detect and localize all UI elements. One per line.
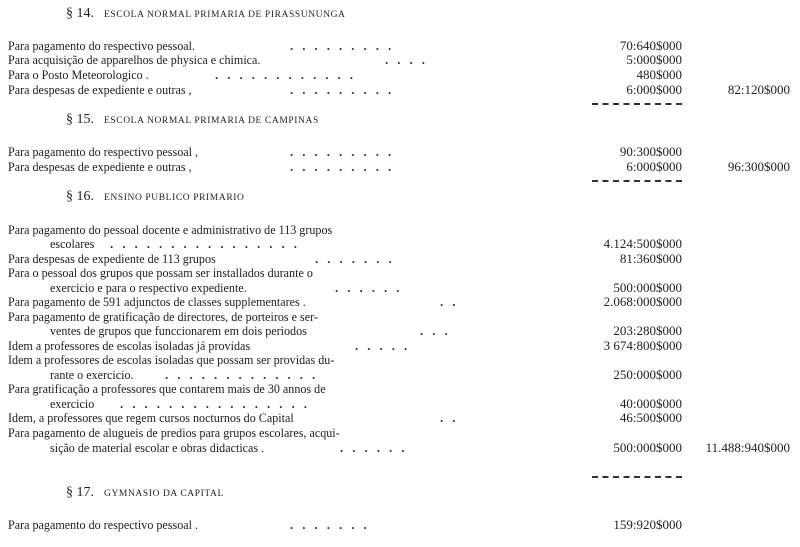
row-amount: 2.068:000$000: [603, 294, 682, 309]
row-amount: 90:300$000: [619, 144, 682, 159]
budget-row: [0, 52, 800, 67]
row-text: Idem, a professores que regem cursos nocturnos do Capital: [8, 410, 294, 425]
budget-row-continuation: [0, 396, 800, 411]
leader-dots: .........: [290, 38, 401, 53]
row-text: Para pagamento de alugueis de predios para grupos escolares, acqui-: [8, 425, 340, 440]
budget-row: [0, 425, 800, 440]
leader-dots: .......: [315, 251, 401, 266]
row-amount: 5:000$000: [626, 52, 682, 67]
leader-dots: .........: [290, 82, 401, 97]
row-text: ventes de grupos que funccionarem em dois periodos: [50, 323, 307, 338]
row-text: Para pagamento de gratificação de directores, de porteiros e ser-: [8, 309, 318, 324]
section-total: 82:120$000: [727, 82, 790, 97]
row-amount: 480$000: [636, 67, 682, 82]
leader-dots: ................: [120, 396, 316, 411]
budget-row: [0, 222, 800, 237]
leader-dots: ............: [215, 67, 362, 82]
row-text: sição de material escolar e obras didacticas .: [50, 440, 265, 455]
row-text: Para pagamento do respectivo pessoal .: [8, 517, 199, 532]
row-amount: 203:280$000: [613, 323, 682, 338]
budget-row: [0, 159, 800, 174]
leader-dots: ...: [420, 323, 457, 338]
budget-row: [0, 294, 800, 309]
leader-dots: ......: [335, 280, 409, 295]
leader-dots: ......: [340, 440, 414, 455]
budget-row: [0, 38, 800, 53]
row-text: Idem a professores de escolas isoladas já providas: [8, 338, 251, 353]
section-number: § 17.: [66, 485, 94, 500]
row-text: Idem a professores de escolas isoladas que possam ser providas du-: [8, 352, 335, 367]
budget-row: [0, 517, 800, 532]
budget-row-continuation: [0, 367, 800, 382]
section-header: [0, 112, 800, 127]
section-title: ESCOLA NORMAL PRIMARIA DE PIRASSUNUNGA: [104, 10, 346, 20]
budget-row: [0, 265, 800, 280]
budget-row: [0, 67, 800, 82]
leader-dots: .....: [355, 338, 417, 353]
row-text: exercicio e para o respectivo expediente.: [50, 280, 247, 295]
sum-rule: [592, 103, 682, 105]
row-amount: 500:000$000: [613, 280, 682, 295]
row-amount: 81:360$000: [619, 251, 682, 266]
leader-dots: ..: [440, 294, 465, 309]
row-text: Para pagamento do respectivo pessoal ,: [8, 144, 199, 159]
budget-row: [0, 251, 800, 266]
row-amount: 70:640$000: [619, 38, 682, 53]
row-text: Para gratificação a professores que contarem mais de 30 annos de: [8, 381, 326, 396]
row-amount: 3 674:800$000: [603, 338, 682, 353]
budget-row: [0, 309, 800, 324]
row-text: Para acquisição de apparelhos de physica e chimica.: [8, 52, 261, 67]
leader-dots: ..: [440, 410, 465, 425]
row-amount: 250:000$000: [613, 367, 682, 382]
section-total: 96:300$000: [727, 159, 790, 174]
budget-row: [0, 410, 800, 425]
section-title: GYMNASIO DA CAPITAL: [104, 489, 224, 499]
row-text: Para pagamento do pessoal docente e administrativo de 113 grupos: [8, 222, 333, 237]
budget-row: [0, 144, 800, 159]
row-text: rante o exercicio.: [50, 367, 134, 382]
section-number: § 16.: [66, 189, 94, 204]
budget-row-continuation: [0, 236, 800, 251]
budget-row-continuation: [0, 323, 800, 338]
sum-rule: [592, 476, 682, 478]
row-text: Para despesas de expediente e outras ,: [8, 82, 192, 97]
row-amount: 4.124:500$000: [603, 236, 682, 251]
row-text: Para o pessoal dos grupos que possam ser installados durante o: [8, 265, 313, 280]
section-header: [0, 6, 800, 21]
row-amount: 6:000$000: [626, 82, 682, 97]
row-amount: 159:920$000: [613, 517, 682, 532]
section-header: [0, 189, 800, 204]
section-number: § 15.: [66, 112, 94, 127]
section-title: ENSINO PUBLICO PRIMARIO: [104, 193, 245, 203]
budget-row: [0, 352, 800, 367]
row-text: Para o Posto Meteorologico .: [8, 67, 149, 82]
row-text: Para despesas de expediente e outras ,: [8, 159, 192, 174]
leader-dots: .........: [290, 144, 401, 159]
budget-row-continuation: [0, 280, 800, 295]
row-amount: 500:000$000: [613, 440, 682, 455]
section-header: [0, 485, 800, 500]
leader-dots: ................: [110, 236, 306, 251]
row-amount: 40:000$000: [619, 396, 682, 411]
leader-dots: .............: [165, 367, 325, 382]
row-amount: 46:500$000: [619, 410, 682, 425]
budget-row-continuation: [0, 440, 800, 455]
row-text: Para despesas de expediente de 113 grupos: [8, 251, 216, 266]
row-text: escolares: [50, 236, 95, 251]
leader-dots: ....: [385, 52, 434, 67]
row-text: exercicio: [50, 396, 95, 411]
budget-row: [0, 338, 800, 353]
leader-dots: .........: [290, 159, 401, 174]
row-text: Para pagamento do respectivo pessoal.: [8, 38, 196, 53]
row-text: Para pagamento de 591 adjunctos de classes supplementares .: [8, 294, 306, 309]
row-amount: 6:000$000: [626, 159, 682, 174]
budget-row: [0, 82, 800, 97]
section-total: 11.488:940$000: [705, 440, 790, 455]
budget-row: [0, 381, 800, 396]
section-number: § 14.: [66, 6, 94, 21]
leader-dots: .......: [290, 517, 376, 532]
section-title: ESCOLA NORMAL PRIMARIA DE CAMPINAS: [104, 116, 319, 126]
sum-rule: [592, 180, 682, 182]
